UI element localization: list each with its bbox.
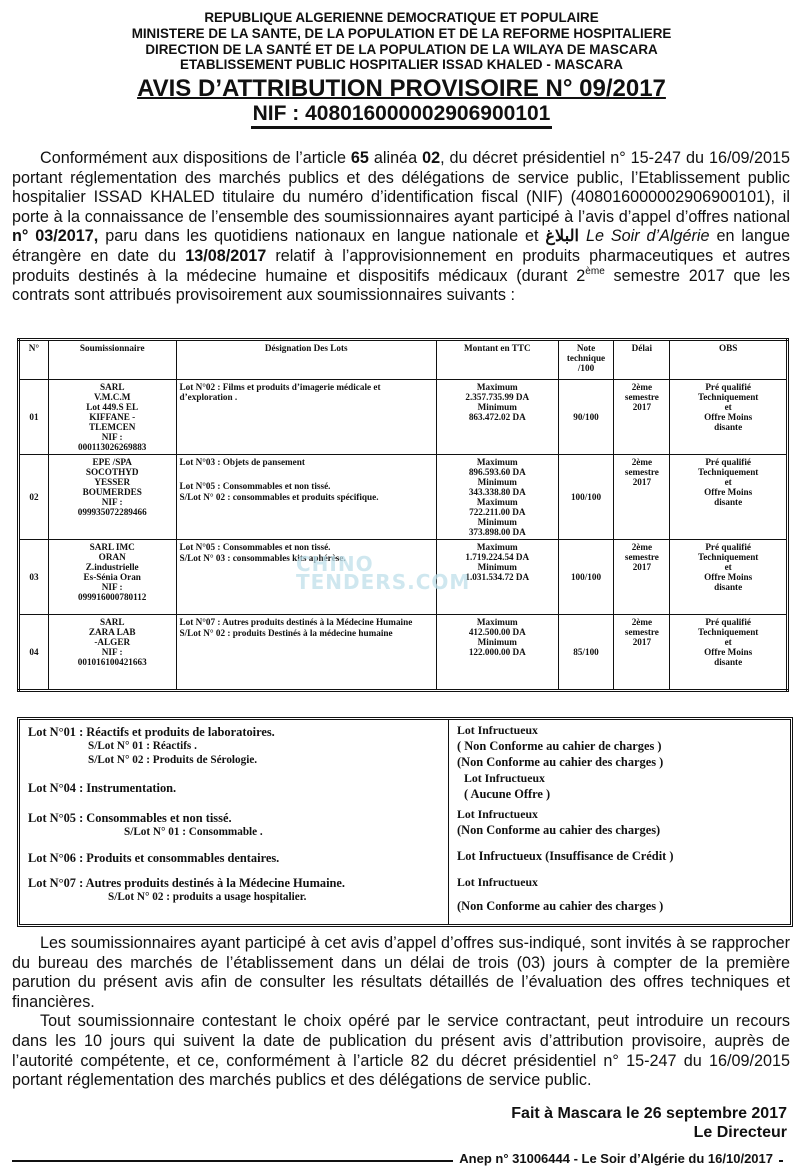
bidder-line: -ALGER xyxy=(94,637,131,647)
amount-line: Minimum xyxy=(477,477,517,487)
amount-cell xyxy=(437,380,559,455)
obs-line: Offre Moins xyxy=(704,487,753,497)
watermark-line-1: CHINO xyxy=(296,552,374,576)
amount-line: Minimum xyxy=(477,402,517,412)
bidder-line: TLEMCEN xyxy=(88,422,136,432)
col-header-obs: OBS xyxy=(670,340,788,380)
bidder-line: SARL xyxy=(99,382,125,392)
bidder-line: NIF : xyxy=(101,582,123,592)
amount-line: Maximum xyxy=(476,457,518,467)
col-header-lots: Désignation Des Lots xyxy=(176,340,437,380)
bidder-line: 000113026269883 xyxy=(78,442,147,452)
lot-01-result-reason-2: (Non Conforme au cahier des charges ) xyxy=(457,755,664,769)
obs-line: et xyxy=(724,477,732,487)
intro-bold-4: 13/08/2017 xyxy=(185,246,267,265)
obs-line: disante xyxy=(714,422,743,432)
awards-header-row xyxy=(19,340,788,380)
lot-designation: S/Lot N° 03 : consommables kits aphérèse. xyxy=(179,553,346,563)
intro-paragraph xyxy=(12,149,790,306)
obs-line: Techniquement xyxy=(697,552,759,562)
closing-paragraph-2: Tout soumissionnaire contestant le choix opéré par le service contractant, peut introduire un recours dans les 10 jours qui suivent la date de publication du présent avis d’attribution provisoire, auprès de l’autorité compétente, et ce, conformément à l’article 82 du décret présidentiel n° 15-247 du 16/09/2015 portant réglementation des marchés publics et des délégations de service public. xyxy=(12,1012,790,1090)
obs-line: Offre Moins xyxy=(704,647,753,657)
lot-05-title: Lot N°05 : Consommables et non tissé. xyxy=(28,811,232,825)
lot-07-sublot-2: S/Lot N° 02 : produits a usage hospitalier. xyxy=(108,890,307,903)
lot-01-result-status: Lot Infructueux xyxy=(457,723,538,737)
lot-designation: S/Lot N° 02 : consommables et produits spécifique. xyxy=(179,492,379,502)
obs-cell xyxy=(670,380,788,455)
bidder-line: Lot 449.S EL xyxy=(86,402,139,412)
obs-line: disante xyxy=(714,582,743,592)
lot-07-result-reason: (Non Conforme au cahier des charges ) xyxy=(457,899,664,913)
bidder-line: NIF : xyxy=(101,647,123,657)
col-header-delay: Délai xyxy=(614,340,670,380)
lot-07-result xyxy=(457,874,663,914)
lot-designation: Lot N°05 : Consommables et non tissé. xyxy=(179,481,331,491)
closing-paragraph-1: Les soumissionnaires ayant participé à cet avis d’appel d’offres sus-indiqué, sont invités à se rapprocher du bureau des marchés de l’établissement dans un délai de trois (03) jours à compter de la première parution du présent avis afin de consulter les résultats détaillés de l’évaluation des offres techniques et financières. xyxy=(12,934,790,1011)
bidder-line: NIF : xyxy=(101,497,123,507)
bidder-line: ZARA LAB xyxy=(88,627,136,637)
lots-cell xyxy=(176,615,437,691)
bidder-cell xyxy=(48,540,176,615)
lot-01-result xyxy=(457,722,663,770)
row-number: 04 xyxy=(19,615,49,691)
obs-line: et xyxy=(724,637,732,647)
lot-01-title: Lot N°01 : Réactifs et produits de laboratoires. xyxy=(28,725,275,739)
header-line-2: MINISTERE DE LA SANTE, DE LA POPULATION ET DE LA REFORME HOSPITALIERE xyxy=(131,25,672,41)
amount-line: 122.000.00 DA xyxy=(468,647,526,657)
bidder-line: BOUMERDES xyxy=(82,487,142,497)
amount-line: 373.898.00 DA xyxy=(468,527,526,537)
obs-cell xyxy=(670,615,788,691)
header xyxy=(0,0,803,73)
col-header-bidder: Soumissionnaire xyxy=(48,340,176,380)
amount-line: Minimum xyxy=(477,637,517,647)
lot-designation: Lot N°02 : Films et produits d’imagerie médicale et d’exploration . xyxy=(179,382,381,402)
awards-row xyxy=(19,380,788,455)
intro-italic-newspaper: Le Soir d’Algérie xyxy=(579,227,710,246)
bidder-line: Es-Sénia Oran xyxy=(83,572,141,582)
obs-line: Pré qualifié xyxy=(705,542,751,552)
awards-row xyxy=(19,540,788,615)
col-header-amount: Montant en TTC xyxy=(437,340,559,380)
intro-text-4: paru dans les quotidiens nationaux en langue nationale et xyxy=(98,227,546,246)
note-cell: 90/100 xyxy=(558,380,614,455)
bidder-line: KIFFANE - xyxy=(89,412,136,422)
note-cell: 100/100 xyxy=(558,455,614,540)
intro-text-2: alinéa xyxy=(368,149,423,167)
intro-bold-3: n° 03/2017, xyxy=(12,227,99,246)
obs-line: Offre Moins xyxy=(704,572,753,582)
bidder-line: 001016100421663 xyxy=(77,657,147,667)
bidder-line: NIF : xyxy=(101,432,123,442)
lot-05-result-status: Lot Infructueux xyxy=(457,807,538,821)
note-cell: 100/100 xyxy=(558,540,614,615)
bidder-line: ORAN xyxy=(98,552,126,562)
lot-07-result-status: Lot Infructueux xyxy=(457,875,538,889)
lot-05-result-reason: (Non Conforme au cahier des charges) xyxy=(457,823,661,837)
lot-06-result xyxy=(457,848,674,864)
amount-line: 863.472.02 DA xyxy=(468,412,526,422)
lot-04-result xyxy=(464,770,550,802)
amount-line: Minimum xyxy=(477,517,517,527)
intro-text-1: Conformément aux dispositions de l’article xyxy=(40,149,351,167)
delay-cell: 2ème semestre 2017 xyxy=(614,540,670,615)
anep-reference: Anep n° 31006444 - Le Soir d’Algérie du 16/10/2017 xyxy=(453,1151,779,1166)
lot-05-sublot-1: S/Lot N° 01 : Consommable . xyxy=(124,825,263,838)
obs-line: et xyxy=(724,402,732,412)
intro-text-5: en langue étrangère en date du xyxy=(12,227,790,265)
intro-bold-1: 65 xyxy=(350,149,369,167)
lot-05-result xyxy=(457,806,660,838)
amount-cell xyxy=(437,540,559,615)
lots-cell xyxy=(176,540,437,615)
bidder-line: 099935072289466 xyxy=(77,507,147,517)
col-header-note: Note technique /100 xyxy=(558,340,614,380)
awards-row xyxy=(19,455,788,540)
unsuccessful-lots-box xyxy=(17,717,793,927)
amount-line: Maximum xyxy=(476,617,518,627)
bidder-line: EPE /SPA xyxy=(92,457,132,467)
bidder-cell xyxy=(48,615,176,691)
amount-line: Maximum xyxy=(476,382,518,392)
obs-cell xyxy=(670,455,788,540)
intro-bold-2: 02 xyxy=(422,149,441,167)
bidder-line: SARL IMC xyxy=(89,542,135,552)
header-line-1: REPUBLIQUE ALGERIENNE DEMOCRATIQUE ET POPULAIRE xyxy=(204,10,599,25)
signatory: Le Directeur xyxy=(693,1124,787,1141)
obs-line: Techniquement xyxy=(697,392,759,402)
intro-superscript: ème xyxy=(585,265,605,277)
bidder-line: 099916000780112 xyxy=(78,592,147,602)
lot-05 xyxy=(28,812,263,840)
lot-04-result-status: Lot Infructueux xyxy=(464,771,545,785)
obs-line: Techniquement xyxy=(697,627,759,637)
delay-cell: 2ème semestre 2017 xyxy=(614,615,670,691)
awards-table xyxy=(17,338,789,692)
notice-title-wrap xyxy=(0,75,803,102)
intro-text-3: , du décret présidentiel n° 15-247 du 16/09/2015 portant réglementation des marchés publics et des délégations de service public, l’Etablissement public hospitalier ISSAD KHALED titulaire du numéro d’identification fiscal (NIF) (408016000002906900101), il porte à la connaissance de l’ensemble des soumissionnaires ayant participé à l’avis d’appel d’offres national xyxy=(12,149,790,226)
nif-number: NIF : 408016000002906900101 xyxy=(251,102,553,129)
lot-01-sublot-2: S/Lot N° 02 : Produits de Sérologie. xyxy=(88,753,258,766)
intro-text-6: relatif à l’approvisionnement en produits pharmaceutiques et autres produits destinés à la médecine humaine et dispositifs médicaux (durant 2 xyxy=(12,246,790,285)
row-number: 01 xyxy=(19,380,49,455)
lot-07 xyxy=(28,877,438,905)
lot-designation: Lot N°03 : Objets de pansement xyxy=(179,457,305,467)
amount-line: 2.357.735.99 DA xyxy=(465,392,530,402)
delay-cell: 2ème semestre 2017 xyxy=(614,380,670,455)
bidder-line: Z.industrielle xyxy=(85,562,139,572)
amount-line: 896.593.60 DA xyxy=(468,467,526,477)
lot-01-sublot-1: S/Lot N° 01 : Réactifs . xyxy=(88,739,197,752)
obs-line: et xyxy=(724,562,732,572)
obs-line: Pré qualifié xyxy=(705,457,751,467)
amount-line: 1.719.224.54 DA xyxy=(465,552,530,562)
amount-line: 412.500.00 DA xyxy=(468,627,526,637)
lot-06-result-status: Lot Infructueux (Insuffisance de Crédit ) xyxy=(457,849,674,863)
bidder-line: SOCOTHYD xyxy=(85,467,139,477)
obs-line: disante xyxy=(714,497,743,507)
nif-wrap xyxy=(0,102,803,129)
bidder-line: YESSER xyxy=(94,477,131,487)
lot-designation: S/Lot N° 02 : produits Destinés à la médecine humaine xyxy=(179,628,393,638)
lots-cell xyxy=(176,455,437,540)
obs-line: Pré qualifié xyxy=(705,382,751,392)
intro-arabic-newspaper: البلاغ xyxy=(545,227,580,246)
obs-line: Offre Moins xyxy=(704,412,753,422)
lot-designation: Lot N°07 : Autres produits destinés à la Médecine Humaine xyxy=(179,617,413,627)
amount-line: Minimum xyxy=(477,562,517,572)
header-line-4: ETABLISSEMENT PUBLIC HOSPITALIER ISSAD KHALED - MASCARA xyxy=(180,57,623,73)
amount-line: 343.338.80 DA xyxy=(468,487,526,497)
lot-06-title: Lot N°06 : Produits et consommables dentaires. xyxy=(28,851,280,865)
lot-01-result-reason-1: ( Non Conforme au cahier de charges ) xyxy=(457,739,662,753)
obs-line: Techniquement xyxy=(697,467,759,477)
anep-footer xyxy=(0,1150,803,1166)
lot-07-title: Lot N°07 : Autres produits destinés à la Médecine Humaine. xyxy=(28,876,346,890)
col-header-number: N° xyxy=(19,340,49,380)
lots-cell xyxy=(176,380,437,455)
box-divider xyxy=(448,720,449,924)
obs-line: disante xyxy=(714,657,743,667)
amount-cell xyxy=(437,615,559,691)
lot-04-title: Lot N°04 : Instrumentation. xyxy=(28,781,177,795)
bidder-line: V.M.C.M xyxy=(94,392,131,402)
amount-cell xyxy=(437,455,559,540)
amount-line: Maximum xyxy=(476,542,518,552)
closing-paragraphs xyxy=(12,934,790,1091)
place-date: Fait à Mascara le 26 septembre 2017 xyxy=(511,1105,787,1122)
bidder-cell xyxy=(48,455,176,540)
obs-line: Pré qualifié xyxy=(705,617,751,627)
bidder-cell xyxy=(48,380,176,455)
amount-line: 1.031.534.72 DA xyxy=(465,572,530,582)
lot-04 xyxy=(28,782,176,796)
lot-04-result-reason: ( Aucune Offre ) xyxy=(464,787,551,801)
notice-title: AVIS D’ATTRIBUTION PROVISOIRE N° 09/2017 xyxy=(137,75,666,103)
row-number: 02 xyxy=(19,455,49,540)
amount-line: 722.211.00 DA xyxy=(469,507,526,517)
header-line-3: DIRECTION DE LA SANTÉ ET DE LA POPULATION DE LA WILAYA DE MASCARA xyxy=(145,41,658,57)
row-number: 03 xyxy=(19,540,49,615)
watermark-line-2: TENDERS.COM xyxy=(296,570,471,594)
awards-row xyxy=(19,615,788,691)
lot-06 xyxy=(28,852,279,866)
delay-cell: 2ème semestre 2017 xyxy=(614,455,670,540)
note-cell: 85/100 xyxy=(558,615,614,691)
obs-cell xyxy=(670,540,788,615)
intro-text-7: semestre 2017 que les contrats sont attribués provisoirement aux soumissionnaires suivants : xyxy=(12,266,790,305)
lot-01 xyxy=(28,726,275,767)
lot-designation: Lot N°05 : Consommables et non tissé. xyxy=(179,542,331,552)
amount-line: Maximum xyxy=(476,497,518,507)
signature-block xyxy=(511,1104,787,1142)
bidder-line: SARL xyxy=(99,617,125,627)
